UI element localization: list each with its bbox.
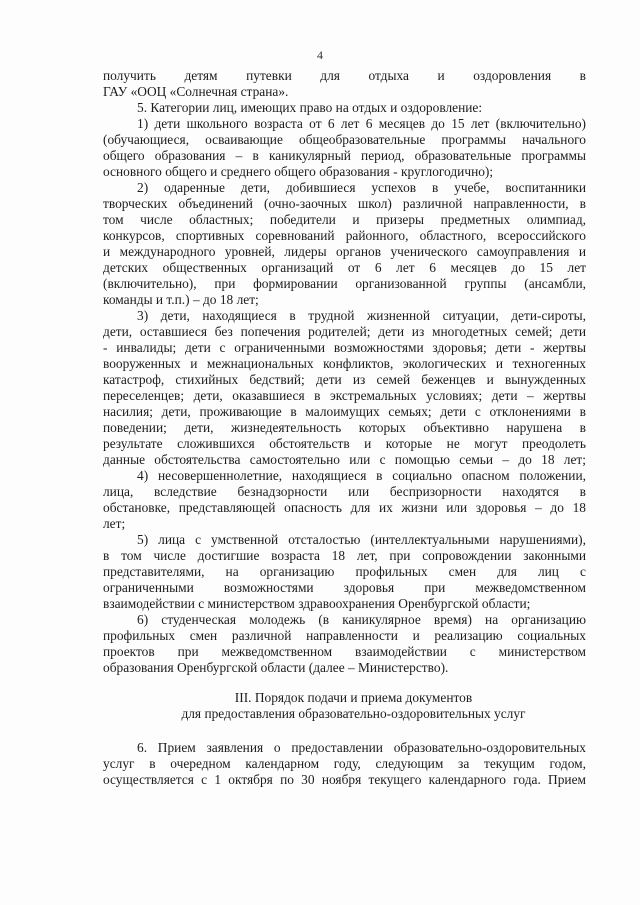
text-line: данные обстоятельства самостоятельно или с помощью семьи – до 18 лет; [103, 452, 586, 467]
text-line: осуществляется с 1 октября по 30 ноября текущего календарного года. Прием [103, 772, 586, 787]
text-line: творческих объединений (очно-заочных школ) различной направленности, в [103, 196, 586, 211]
page-number: 4 [317, 48, 323, 62]
text-line: дети, оставшиеся без попечения родителей; дети из многодетных семей; дети [103, 324, 586, 339]
eligibility-section [103, 68, 586, 676]
text-line: представителями, на организацию профильных смен для лиц с [103, 564, 586, 579]
text-line: насилия; дети, проживающие в малоимущих семьях; дети с отклонениями в [103, 404, 586, 419]
text-line: ГАУ «ООЦ «Солнечная страна». [103, 84, 289, 99]
spacer [103, 722, 586, 740]
text-line: 3) дети, находящиеся в трудной жизненной ситуации, дети-сироты, [137, 308, 586, 323]
text-line: общего образования – в каникулярный период, образовательные программы [103, 148, 586, 163]
text-line: 6. Прием заявления о предоставлении образовательно-оздоровительных [137, 740, 586, 755]
text-line: лет; [103, 516, 126, 531]
text-line: получить детям путевки для отдыха и оздоровления в [103, 68, 586, 83]
section-heading-line-1: III. Порядок подачи и приема документов [234, 690, 473, 705]
text-line: 5) лица с умственной отсталостью (интеллектуальными нарушениями), [137, 532, 586, 547]
section-heading [103, 690, 586, 722]
text-line: и международного уровней, лидеры органов ученического самоуправления и [103, 244, 586, 259]
text-line: (обучающиеся, осваивающие общеобразовательные программы начального [103, 132, 586, 147]
text-line: ограниченными возможностями здоровья при межведомственном [103, 580, 586, 595]
text-line: 5. Категории лиц, имеющих право на отдых и оздоровление: [137, 100, 483, 115]
document-body [103, 68, 586, 788]
text-line: 2) одаренные дети, добившиеся успехов в учебе, воспитанники [137, 180, 586, 195]
text-line: обстановке, представляющей опасность для их жизни или здоровья – до 18 [103, 500, 586, 515]
text-line: основного общего и среднего общего образования - круглогодично); [103, 164, 494, 179]
text-line: 1) дети школьного возраста от 6 лет 6 месяцев до 15 лет (включительно) [137, 116, 586, 131]
spacer [103, 676, 586, 690]
section-heading-line-2: для предоставления образовательно-оздоровительных услуг [181, 706, 526, 721]
text-line: проектов при межведомственном взаимодействии с министерством [103, 644, 586, 659]
text-line: 6) студенческая молодежь (в каникулярное время) на организацию [137, 612, 586, 627]
text-line: результате сложившихся обстоятельств и которые не могут преодолеть [103, 436, 586, 451]
text-line: команды и т.п.) – до 18 лет; [103, 292, 259, 307]
text-line: (включительно), при формировании организованной группы (ансамбли, [103, 276, 586, 291]
text-line: катастроф, стихийных бедствий; дети из семей беженцев и вынужденных [103, 372, 586, 387]
text-line: - инвалиды; дети с ограниченными возможностями здоровья; дети - жертвы [103, 340, 586, 355]
text-line: лица, вследствие безнадзорности или беспризорности находятся в [103, 484, 586, 499]
text-line: вооруженных и межнациональных конфликтов, экологических и техногенных [103, 356, 586, 371]
text-line: образования Оренбургской области (далее – Министерство). [103, 660, 449, 675]
text-line: детских общественных организаций от 6 лет 6 месяцев до 15 лет [103, 260, 586, 275]
application-section [103, 740, 586, 788]
text-line: профильных смен различной направленности и реализацию социальных [103, 628, 586, 643]
text-line: услуг в очередном календарном году, следующим за текущим годом, [103, 756, 586, 771]
text-line: том числе областных; победители и призеры предметных олимпиад, [103, 212, 586, 227]
text-line: взаимодействии с министерством здравоохранения Оренбургской области; [103, 596, 531, 611]
text-line: переселенцев; дети, оказавшиеся в экстремальных условиях; дети – жертвы [103, 388, 586, 403]
text-line: в том числе достигшие возраста 18 лет, при сопровождении законными [103, 548, 586, 563]
text-line: поведении; дети, жизнедеятельность которых объективно нарушена в [103, 420, 586, 435]
text-line: конкурсов, спортивных соревнований районного, областного, всероссийского [103, 228, 586, 243]
text-line: 4) несовершеннолетние, находящиеся в социально опасном положении, [137, 468, 586, 483]
